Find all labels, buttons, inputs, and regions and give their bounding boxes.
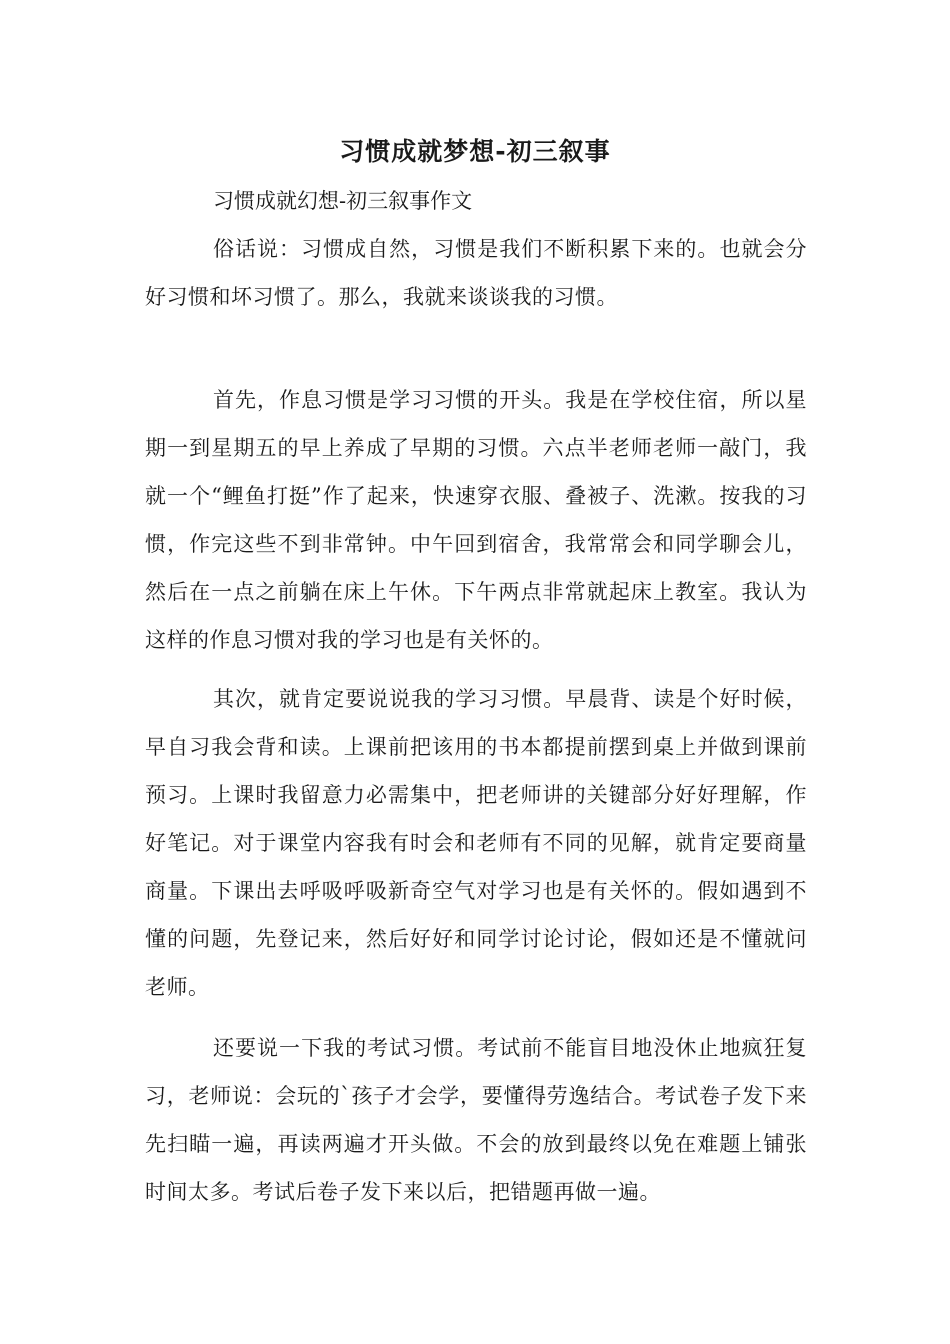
- document-subtitle: 习惯成就幻想-初三叙事作文: [213, 189, 473, 213]
- paragraph-intro: 俗话说：习惯成自然，习惯是我们不断积累下来的。也就会分好习惯和坏习惯了。那么，我就来谈谈我的习惯。: [145, 237, 807, 309]
- document-title: 习惯成就梦想-初三叙事: [339, 137, 611, 166]
- paragraph-study-habit: 其次，就肯定要说说我的学习习惯。早晨背、读是个好时候，早自习我会背和读。上课前把该用的书本都提前摆到桌上并做到课前预习。上课时我留意力必需集中，把老师讲的关键部分好好理解，作好笔记。对于课堂内容我有时会和老师有不同的见解，就肯定要商量商量。下课出去呼吸呼吸新奇空气对学习也是有关怀的。假如遇到不懂的问题，先登记来，然后好好和同学讨论讨论，假如还是不懂就问老师。: [145, 687, 807, 999]
- paragraph-schedule-habit: 首先，作息习惯是学习习惯的开头。我是在学校住宿，所以星期一到星期五的早上养成了早期的习惯。六点半老师老师一敲门，我就一个“鲤鱼打挺”作了起来，快速穿衣服、叠被子、洗漱。按我的习惯，作完这些不到非常钟。中午回到宿舍，我常常会和同学聊会儿，然后在一点之前躺在床上午休。下午两点非常就起床上教室。我认为这样的作息习惯对我的学习也是有关怀的。: [145, 388, 807, 652]
- paragraph-exam-habit: 还要说一下我的考试习惯。考试前不能盲目地没休止地疯狂复习，老师说：会玩的`孩子才会学，要懂得劳逸结合。考试卷子发下来先扫瞄一遍，再读两遍才开头做。不会的放到最终以免在难题上铺张时间太多。考试后卷子发下来以后，把错题再做一遍。: [145, 1036, 807, 1204]
